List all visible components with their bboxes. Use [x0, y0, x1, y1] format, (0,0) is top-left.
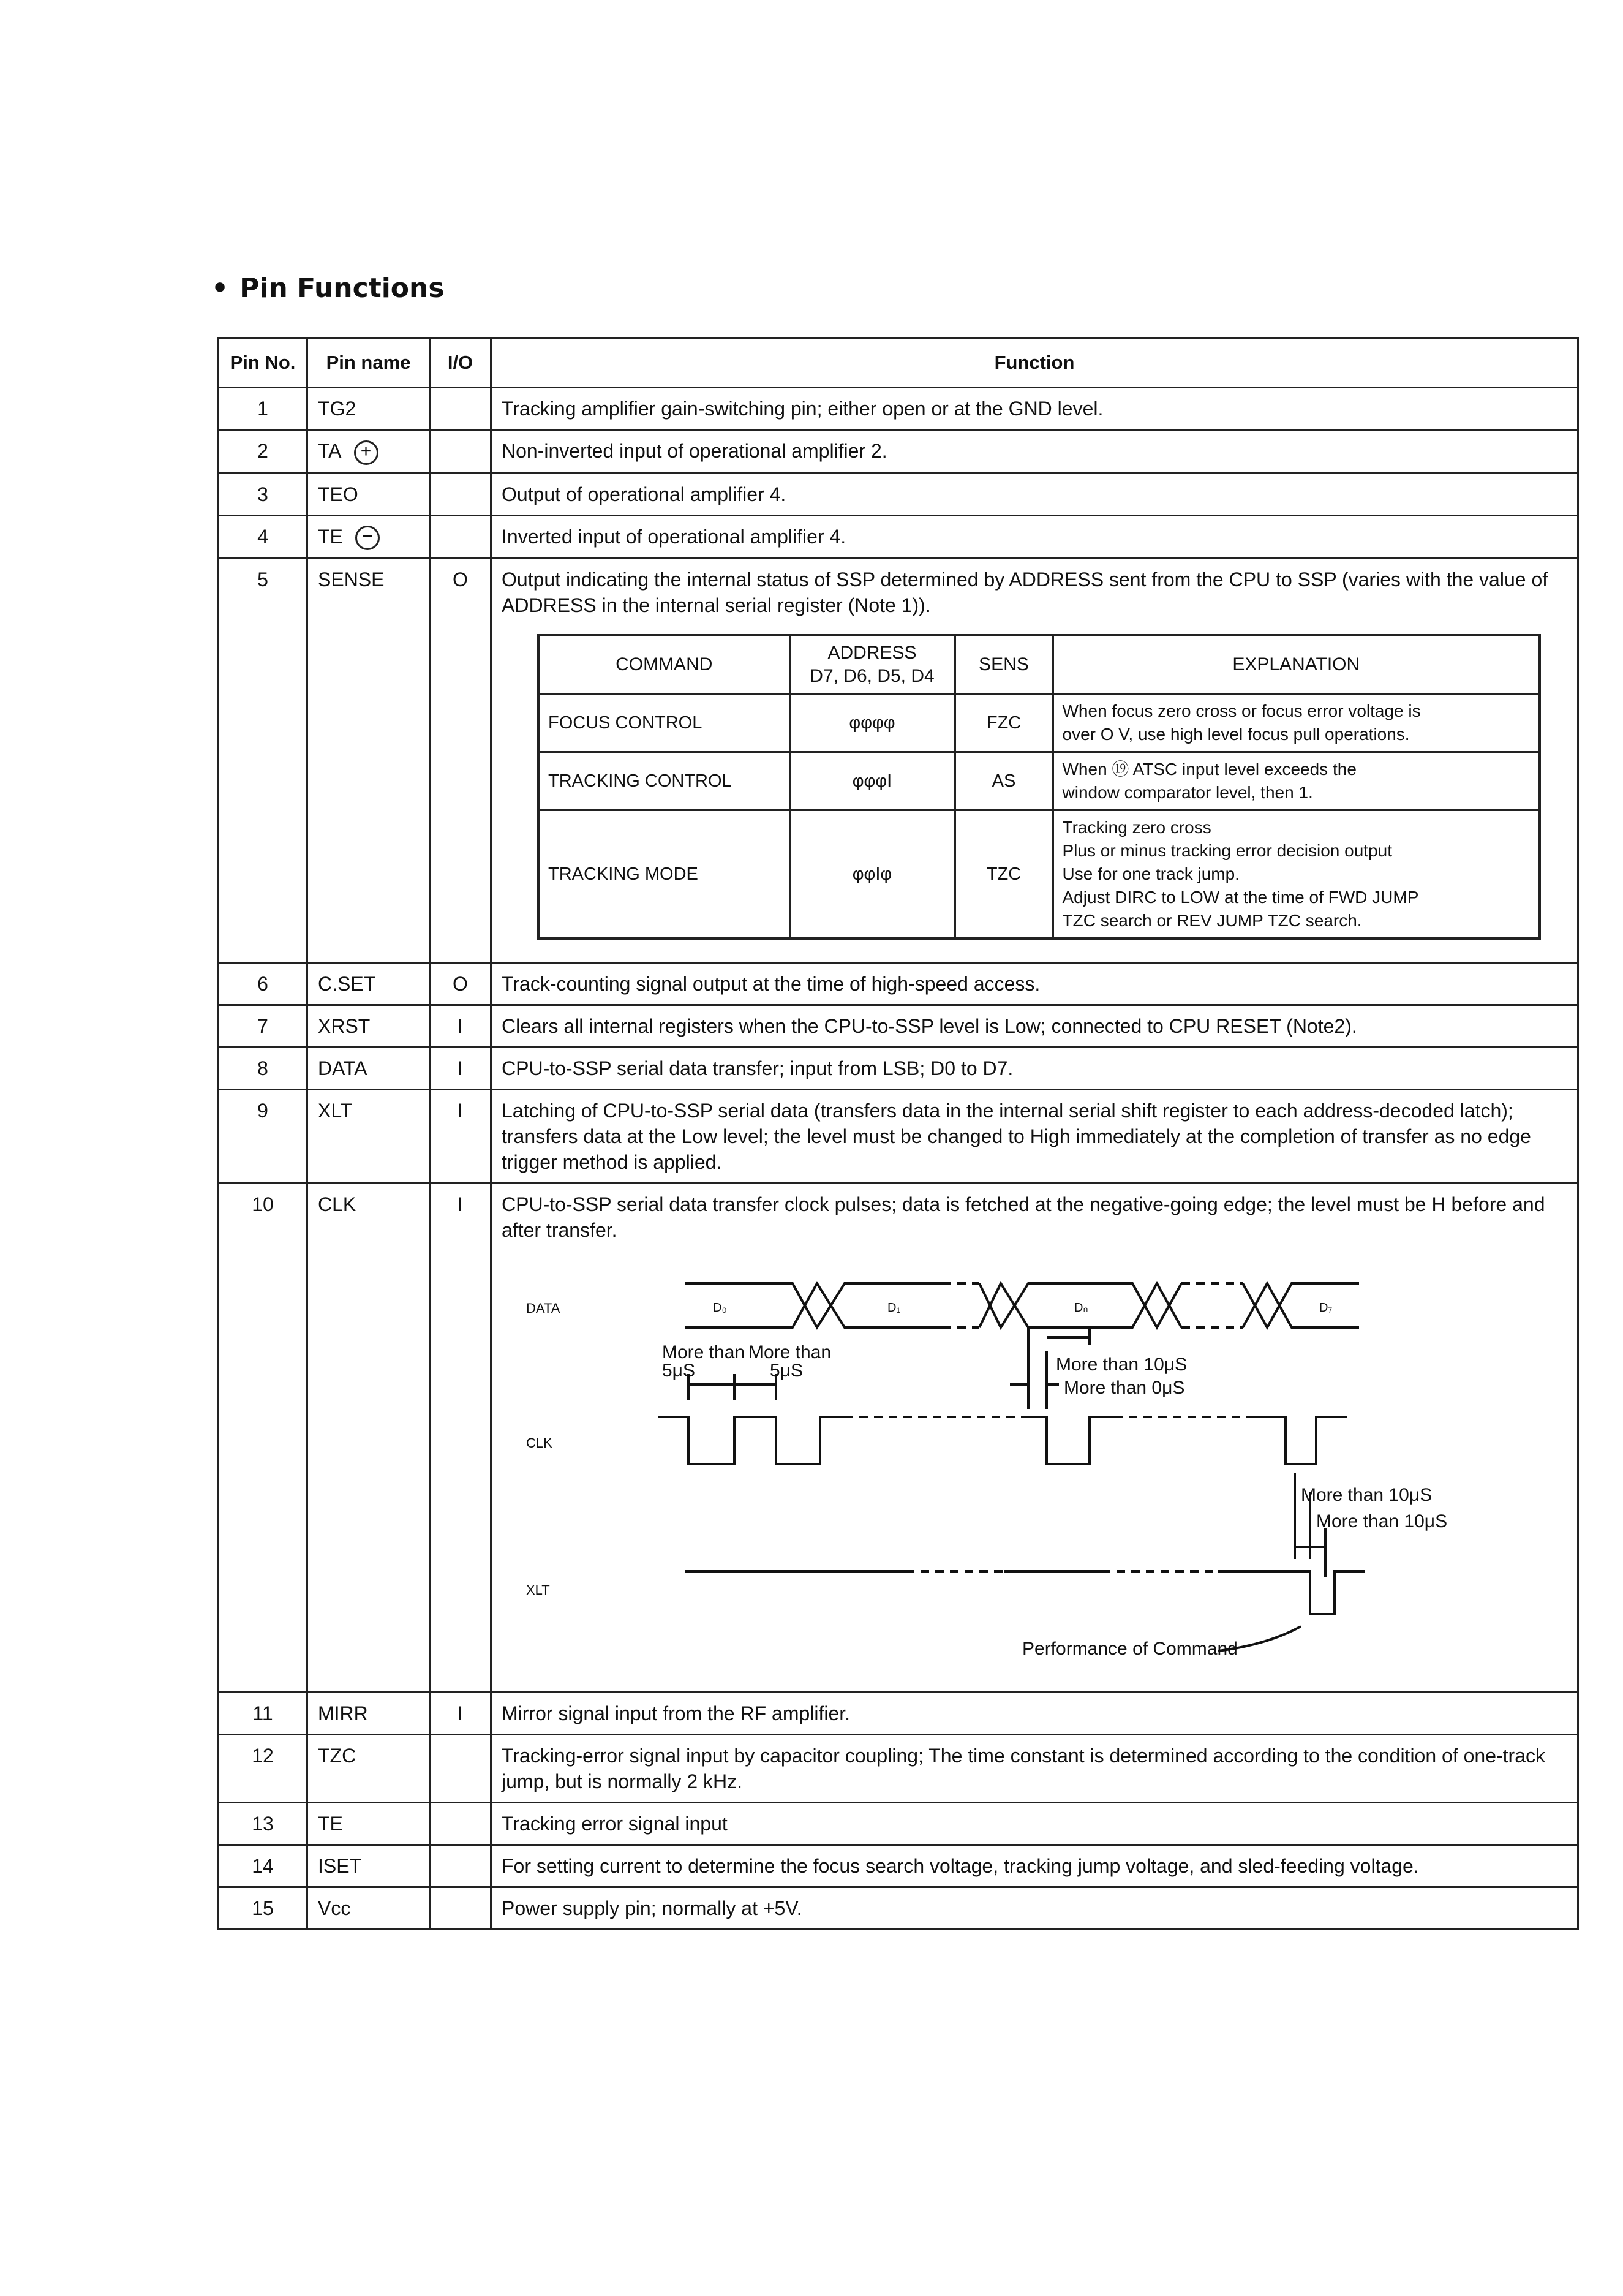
d1-label: D₁ [887, 1301, 901, 1315]
xlt-waveform [1218, 1571, 1365, 1614]
table-row [219, 473, 1578, 515]
pin-io [430, 388, 491, 430]
table-header-row [219, 338, 1578, 388]
pin-name: C.SET [307, 963, 430, 1005]
sense-command: FOCUS CONTROL [538, 694, 789, 752]
pin-io [430, 1803, 491, 1845]
pin-function: Latching of CPU-to-SSP serial data (transfers data in the internal serial shift register to each address-decoded latch); transfers data at the Low level; the level must be changed to High immediately at the completion of transfer as no edge trigger method is applied. [491, 1090, 1578, 1184]
pin-name: MIRR [307, 1693, 430, 1735]
pin-name-cell [307, 515, 430, 559]
data-waveform [1243, 1283, 1359, 1327]
d7-label: D₇ [1319, 1301, 1333, 1315]
pin-name: TA [318, 440, 342, 462]
pin-io [430, 1735, 491, 1803]
pin-name: TE [318, 525, 343, 548]
table-row [219, 1090, 1578, 1184]
timing-label-10us-2: More than 10μS [1301, 1485, 1433, 1506]
pin-no: 13 [219, 1803, 307, 1845]
pin-io: O [430, 559, 491, 963]
explanation-line: over O V, use high level focus pull operations. [1062, 725, 1410, 744]
table-row [538, 752, 1540, 810]
table-row [219, 515, 1578, 559]
heading-bullet: • [211, 273, 229, 304]
pin-name: CLK [307, 1184, 430, 1693]
table-row [219, 1693, 1578, 1735]
minus-circle-icon: − [355, 526, 380, 550]
sense-command: TRACKING CONTROL [538, 752, 789, 810]
section-heading [211, 273, 445, 304]
pin-no: 1 [219, 388, 307, 430]
pin-no: 7 [219, 1005, 307, 1048]
pin-name: TE [307, 1803, 430, 1845]
pin-no: 11 [219, 1693, 307, 1735]
pin-no: 8 [219, 1048, 307, 1090]
clk-waveform [658, 1417, 845, 1464]
pin-name: TG2 [307, 388, 430, 430]
pin-name: TZC [307, 1735, 430, 1803]
clk-waveform [1249, 1417, 1347, 1464]
sense-header-explanation: EXPLANATION [1053, 635, 1540, 694]
header-pin-name: Pin name [307, 338, 430, 388]
explanation-line: window comparator level, then 1. [1062, 783, 1313, 802]
timing-label-10us-3: More than 10μS [1316, 1511, 1448, 1532]
timing-label-5us-a-2: 5μS [662, 1361, 695, 1381]
pin-no: 3 [219, 473, 307, 515]
pin-io [430, 430, 491, 474]
serial-timing-diagram [502, 1259, 1623, 1669]
pin-function: Output of operational amplifier 4. [491, 473, 1578, 515]
table-row [219, 1845, 1578, 1887]
table-row [219, 1005, 1578, 1048]
explanation-line: Plus or minus tracking error decision output [1062, 841, 1392, 861]
pin-io: I [430, 1005, 491, 1048]
timing-label-5us-a-1: More than [662, 1342, 745, 1363]
sense-address: φφIφ [789, 810, 955, 939]
sense-sens: AS [955, 752, 1053, 810]
pin-io: I [430, 1693, 491, 1735]
timing-label-5us-b-2: 5μS [770, 1361, 803, 1381]
pin-function: Track-counting signal output at the time of high-speed access. [491, 963, 1578, 1005]
explanation-line: TZC search or REV JUMP TZC search. [1062, 911, 1362, 931]
sense-explanation [1053, 752, 1540, 810]
clk-waveform [1022, 1417, 1114, 1464]
sense-address: φφφφ [789, 694, 955, 752]
pin-io [430, 1887, 491, 1930]
pin-io [430, 473, 491, 515]
performance-label: Performance of Command [1022, 1639, 1238, 1660]
table-row [538, 694, 1540, 752]
pin-no: 12 [219, 1735, 307, 1803]
pin-no: 6 [219, 963, 307, 1005]
pin-function: Inverted input of operational amplifier 4. [491, 515, 1578, 559]
table-row [219, 1184, 1578, 1693]
sense-command: TRACKING MODE [538, 810, 789, 939]
explanation-line: When ⑲ ATSC input level exceeds the [1062, 760, 1357, 779]
timing-label-5us-b-1: More than [748, 1342, 832, 1363]
table-row [219, 559, 1578, 963]
timing-label-10us: More than 10μS [1056, 1354, 1188, 1375]
heading-title: Pin Functions [239, 273, 445, 304]
explanation-line: When focus zero cross or focus error voltage is [1062, 701, 1421, 721]
pin-function: CPU-to-SSP serial data transfer clock pulses; data is fetched at the negative-going edge; the level must be H before and after transfer. [502, 1193, 1545, 1242]
pin-function-cell [491, 559, 1578, 963]
pin-function: Power supply pin; normally at +5V. [491, 1887, 1578, 1930]
pin-io: I [430, 1090, 491, 1184]
pin-io: O [430, 963, 491, 1005]
table-row [219, 963, 1578, 1005]
xlt-label: XLT [526, 1582, 550, 1598]
sense-header-row [538, 635, 1540, 694]
pin-no: 10 [219, 1184, 307, 1693]
sense-command-table [537, 634, 1541, 940]
pin-name-cell [307, 430, 430, 474]
pin-name: DATA [307, 1048, 430, 1090]
header-io: I/O [430, 338, 491, 388]
sense-header-sens: SENS [955, 635, 1053, 694]
pin-no: 4 [219, 515, 307, 559]
pin-no: 14 [219, 1845, 307, 1887]
pin-no: 9 [219, 1090, 307, 1184]
sense-address: φφφI [789, 752, 955, 810]
table-row [219, 1887, 1578, 1930]
pin-name: Vcc [307, 1887, 430, 1930]
table-row [219, 388, 1578, 430]
pin-name: XRST [307, 1005, 430, 1048]
explanation-line: Tracking zero cross [1062, 818, 1211, 837]
pin-name: SENSE [307, 559, 430, 963]
pin-no: 2 [219, 430, 307, 474]
pin-io [430, 515, 491, 559]
pin-function: Tracking-error signal input by capacitor coupling; The time constant is determined according to the condition of one-track jump, but is normally 2 kHz. [491, 1735, 1578, 1803]
pin-function: Clears all internal registers when the CPU-to-SSP level is Low; connected to CPU RESET (Note2). [491, 1005, 1578, 1048]
address-label: ADDRESS [827, 643, 917, 663]
sense-header-command: COMMAND [538, 635, 789, 694]
sense-explanation [1053, 810, 1540, 939]
dn-label: Dₙ [1074, 1301, 1088, 1315]
pin-no: 15 [219, 1887, 307, 1930]
pin-function: Output indicating the internal status of SSP determined by ADDRESS sent from the CPU to SSP (varies with the value of ADDRESS in the internal serial register (Note 1)). [502, 568, 1548, 617]
header-function: Function [491, 338, 1578, 388]
address-bits-label: D7, D6, D5, D4 [810, 666, 935, 687]
clk-label: CLK [526, 1435, 552, 1451]
pin-function: Non-inverted input of operational amplifier 2. [491, 430, 1578, 474]
plus-circle-icon: + [354, 440, 378, 465]
pin-function: CPU-to-SSP serial data transfer; input from LSB; D0 to D7. [491, 1048, 1578, 1090]
sense-sens: FZC [955, 694, 1053, 752]
pin-no: 5 [219, 559, 307, 963]
data-label: DATA [526, 1301, 560, 1316]
d0-label: D₀ [713, 1301, 727, 1315]
table-row [538, 810, 1540, 939]
sense-sens: TZC [955, 810, 1053, 939]
sense-explanation [1053, 694, 1540, 752]
header-pin-no: Pin No. [219, 338, 307, 388]
pin-io [430, 1845, 491, 1887]
table-row [219, 1803, 1578, 1845]
pin-name: XLT [307, 1090, 430, 1184]
pin-name: TEO [307, 473, 430, 515]
timing-label-0us: More than 0μS [1064, 1378, 1185, 1399]
pin-io: I [430, 1184, 491, 1693]
pin-function: Mirror signal input from the RF amplifier. [491, 1693, 1578, 1735]
pin-function: For setting current to determine the focus search voltage, tracking jump voltage, and sled-feeding voltage. [491, 1845, 1578, 1887]
explanation-line: Use for one track jump. [1062, 864, 1240, 884]
pin-io: I [430, 1048, 491, 1090]
sense-header-address [789, 635, 955, 694]
pin-name: ISET [307, 1845, 430, 1887]
pin-function-cell [491, 1184, 1578, 1693]
table-row [219, 1735, 1578, 1803]
table-row [219, 430, 1578, 474]
pin-function: Tracking amplifier gain-switching pin; either open or at the GND level. [491, 388, 1578, 430]
explanation-line: Adjust DIRC to LOW at the time of FWD JUMP [1062, 888, 1419, 907]
data-waveform [1243, 1283, 1359, 1327]
table-row [219, 1048, 1578, 1090]
pin-function: Tracking error signal input [491, 1803, 1578, 1845]
pin-functions-table [217, 337, 1579, 1930]
